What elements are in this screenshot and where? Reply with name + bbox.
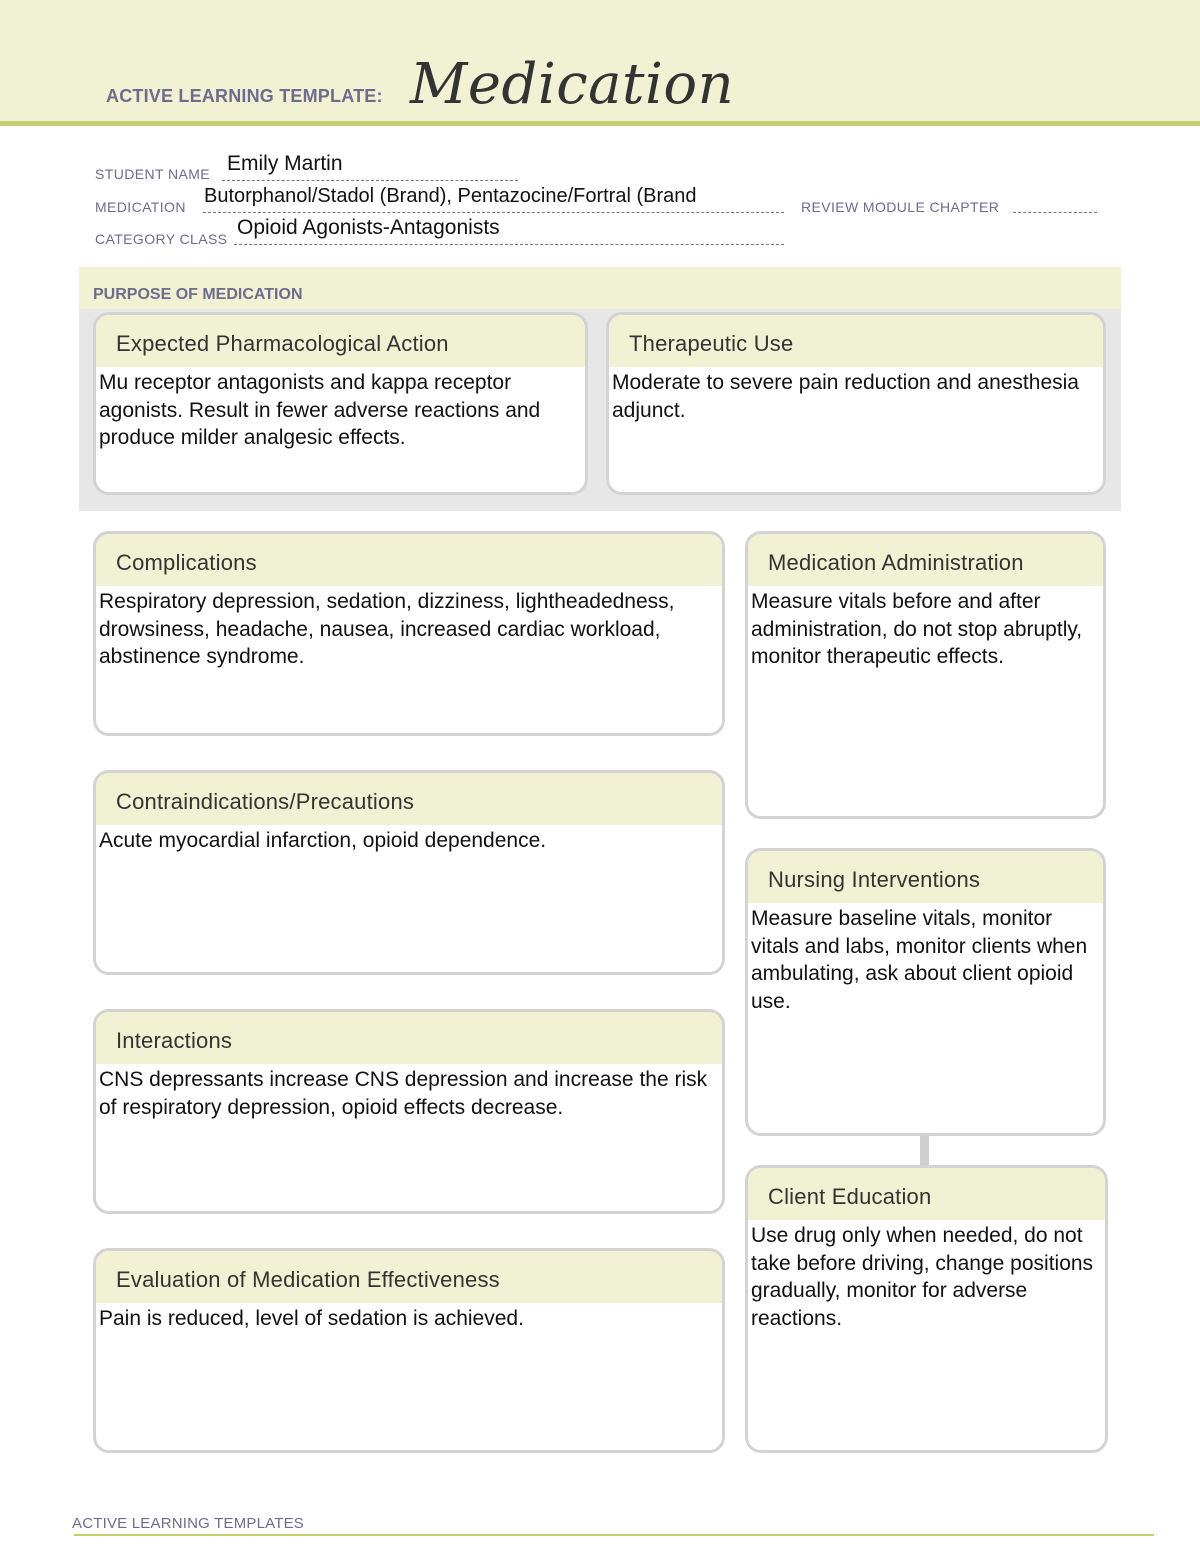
expected-action-box[interactable] <box>93 312 588 495</box>
review-module-underline <box>1013 212 1097 213</box>
therapeutic-use-box[interactable] <box>606 312 1106 495</box>
client-education-box[interactable] <box>745 1165 1108 1453</box>
student-name-field[interactable]: Emily Martin <box>227 152 343 175</box>
complications-box[interactable] <box>93 531 725 736</box>
evaluation-text: Pain is reduced, level of sedation is achieved. <box>99 1307 524 1330</box>
footer-label: ACTIVE LEARNING TEMPLATES <box>72 1515 304 1532</box>
review-module-label: REVIEW MODULE CHAPTER <box>801 199 1000 215</box>
interactions-text: CNS depressants increase CNS depression and increase the risk of respiratory depression, opioid effects decrease. <box>99 1068 708 1119</box>
therapeutic-use-text: Moderate to severe pain reduction and anesthesia adjunct. <box>612 371 1079 422</box>
category-class-underline <box>234 244 784 245</box>
medication-field[interactable]: Butorphanol/Stadol (Brand), Pentazocine/Fortral (Brand <box>204 185 697 207</box>
medication-administration-title: Medication Administration <box>748 534 1103 586</box>
purpose-label: PURPOSE OF MEDICATION <box>93 286 303 303</box>
page-title: Medication <box>410 52 735 117</box>
client-education-title: Client Education <box>748 1168 1105 1220</box>
expected-action-text: Mu receptor antagonists and kappa receptor agonists. Result in fewer adverse reactions and produce milder analgesic effects. <box>99 371 541 449</box>
therapeutic-use-title: Therapeutic Use <box>609 315 1103 367</box>
interactions-title: Interactions <box>96 1012 722 1064</box>
client-education-text: Use drug only when needed, do not take before driving, change positions gradually, monitor for adverse reactions. <box>751 1224 1094 1330</box>
contraindications-text: Acute myocardial infarction, opioid dependence. <box>99 829 547 852</box>
contraindications-title: Contraindications/Precautions <box>96 773 722 825</box>
medication-administration-text: Measure vitals before and after administration, do not stop abruptly, monitor therapeutic effects. <box>751 590 1083 668</box>
nursing-interventions-box[interactable] <box>745 848 1106 1136</box>
complications-text: Respiratory depression, sedation, dizziness, lightheadedness, drowsiness, headache, nausea, increased cardiac workload, abstinence syndrome. <box>99 590 675 668</box>
medication-label: MEDICATION <box>95 199 186 215</box>
medication-underline <box>203 212 784 213</box>
evaluation-title: Evaluation of Medication Effectiveness <box>96 1251 722 1303</box>
footer-divider <box>74 1534 1154 1536</box>
box-connector <box>920 1135 929 1167</box>
nursing-interventions-title: Nursing Interventions <box>748 851 1103 903</box>
student-name-underline <box>222 180 518 181</box>
contraindications-box[interactable] <box>93 770 725 975</box>
interactions-box[interactable] <box>93 1009 725 1214</box>
complications-title: Complications <box>96 534 722 586</box>
nursing-interventions-text: Measure baseline vitals, monitor vitals and labs, monitor clients when ambulating, ask about client opioid use. <box>751 907 1088 1013</box>
template-label: ACTIVE LEARNING TEMPLATE: <box>106 86 383 106</box>
category-class-field[interactable]: Opioid Agonists-Antagonists <box>237 216 500 239</box>
student-name-label: STUDENT NAME <box>95 166 210 182</box>
header-divider <box>0 121 1200 126</box>
medication-administration-box[interactable] <box>745 531 1106 819</box>
evaluation-box[interactable] <box>93 1248 725 1453</box>
expected-action-title: Expected Pharmacological Action <box>96 315 585 367</box>
category-class-label: CATEGORY CLASS <box>95 231 228 247</box>
